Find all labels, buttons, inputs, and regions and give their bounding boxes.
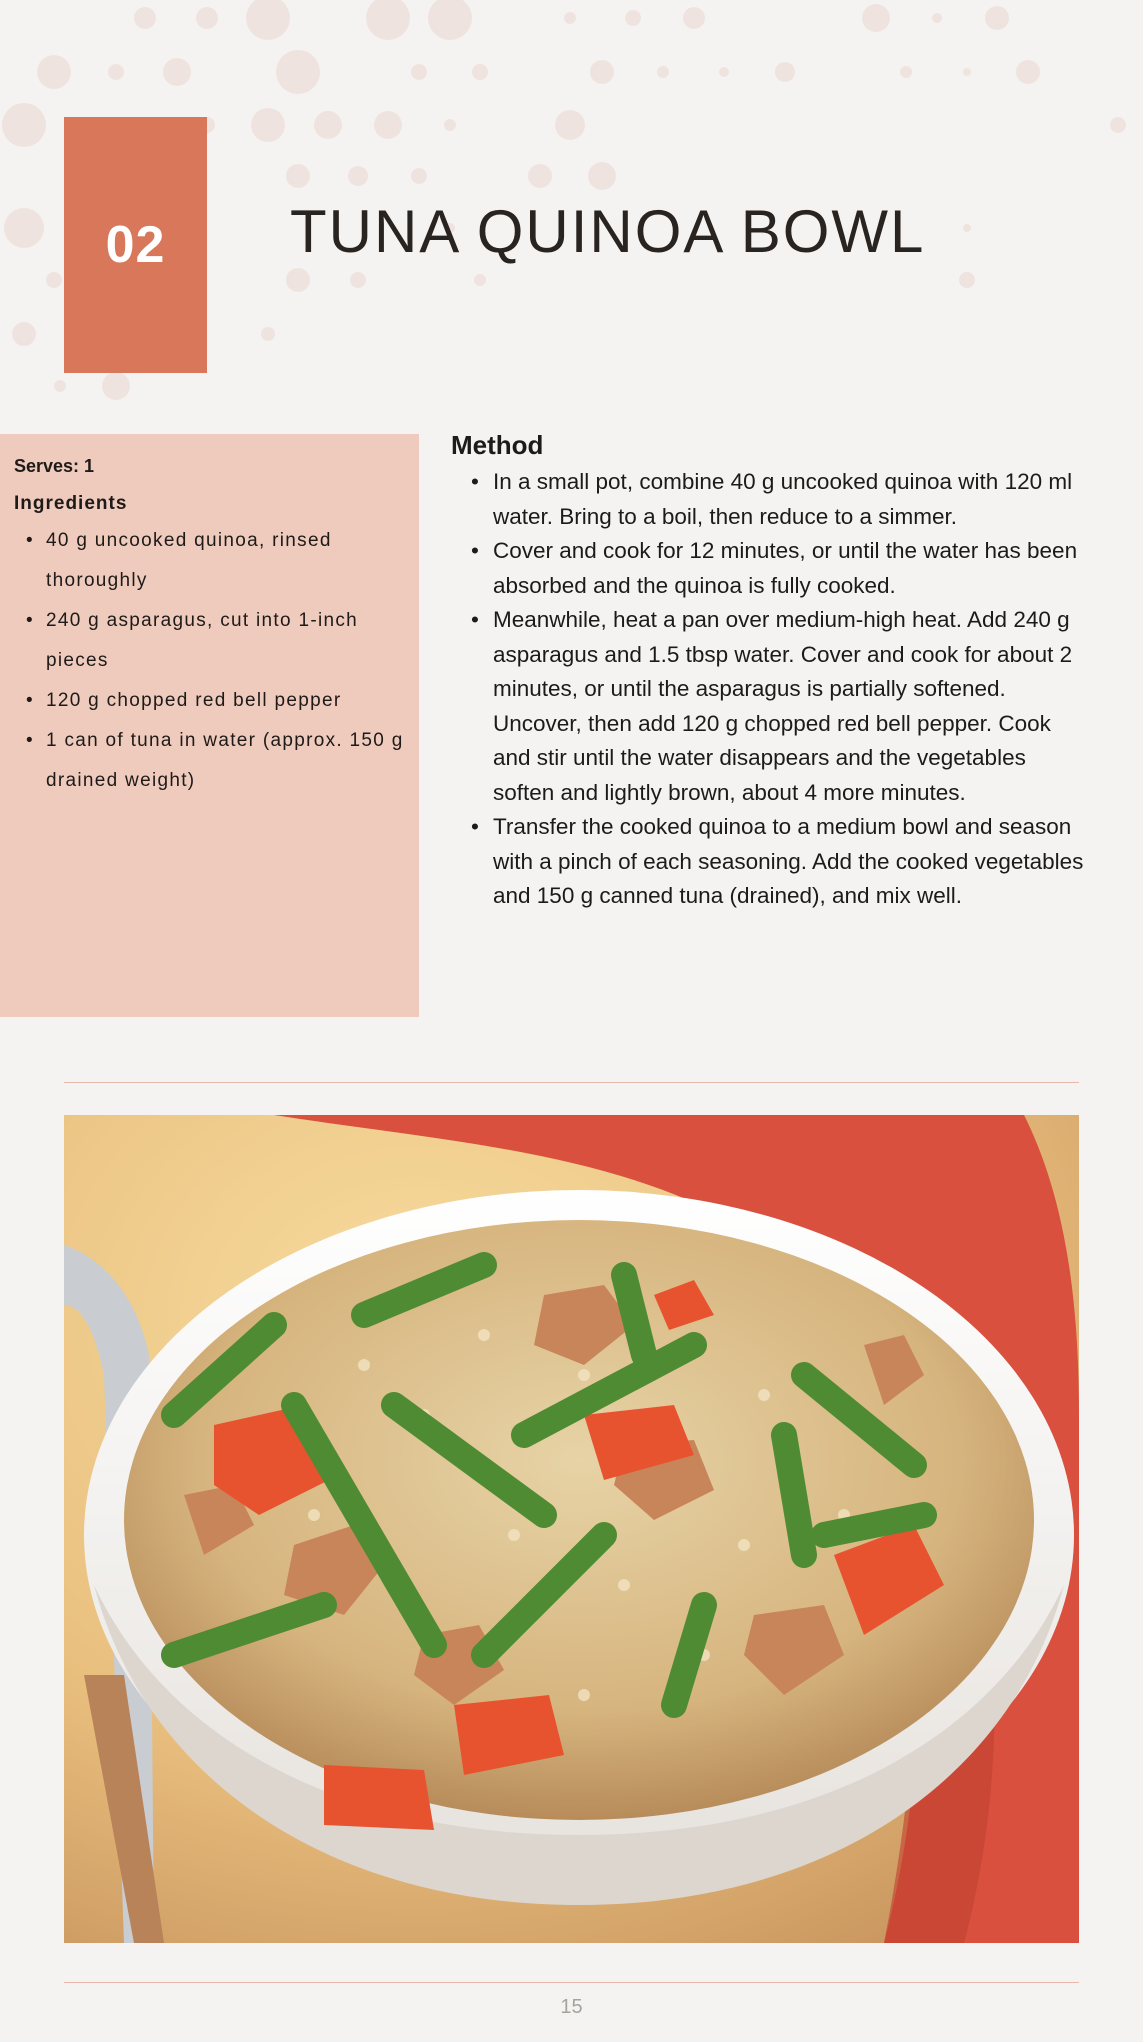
- ingredient-item: • 120 g chopped red bell pepper: [26, 681, 405, 721]
- method-step: • Cover and cook for 12 minutes, or until the water has been absorbed and the quinoa is fully cooked.: [471, 534, 1091, 603]
- ingredient-item: • 40 g uncooked quinoa, rinsed thoroughly: [26, 521, 405, 601]
- ingredient-item: • 1 can of tuna in water (approx. 150 g drained weight): [26, 721, 405, 801]
- divider-bottom: [64, 1982, 1079, 1983]
- method-step: • Transfer the cooked quinoa to a medium bowl and season with a pinch of each seasoning. Add the cooked vegetables and 150 g canned tuna (drained), and mix well.: [471, 810, 1091, 914]
- method-section: [451, 430, 1091, 914]
- recipe-number: 02: [105, 216, 166, 274]
- serves-label: Serves: 1: [14, 456, 95, 476]
- ingredient-item: • 240 g asparagus, cut into 1-inch pieces: [26, 601, 405, 681]
- method-steps: [451, 465, 1091, 914]
- page-number: 15: [560, 1996, 583, 2018]
- ingredients-heading: Ingredients: [14, 493, 128, 514]
- method-heading: Method: [451, 430, 544, 460]
- ingredients-panel: [0, 434, 419, 1017]
- recipe-title: TUNA QUINOA BOWL: [290, 198, 926, 265]
- divider-top: [64, 1082, 1079, 1083]
- method-step: • In a small pot, combine 40 g uncooked quinoa with 120 ml water. Bring to a boil, then reduce to a simmer.: [471, 465, 1091, 534]
- ingredients-list: [14, 521, 405, 801]
- method-step: • Meanwhile, heat a pan over medium-high heat. Add 240 g asparagus and 1.5 tbsp water. Cover and cook for about 2 minutes, or until the asparagus is partially softened. Uncover, then add 120 g chopped red bell pepper. Cook and stir until the water disappears and the vegetables soften and lightly brown, about 4 more minutes.: [471, 603, 1091, 810]
- tuna-quinoa-bowl-photo: [64, 1115, 1079, 1943]
- recipe-number-badge: [64, 117, 207, 373]
